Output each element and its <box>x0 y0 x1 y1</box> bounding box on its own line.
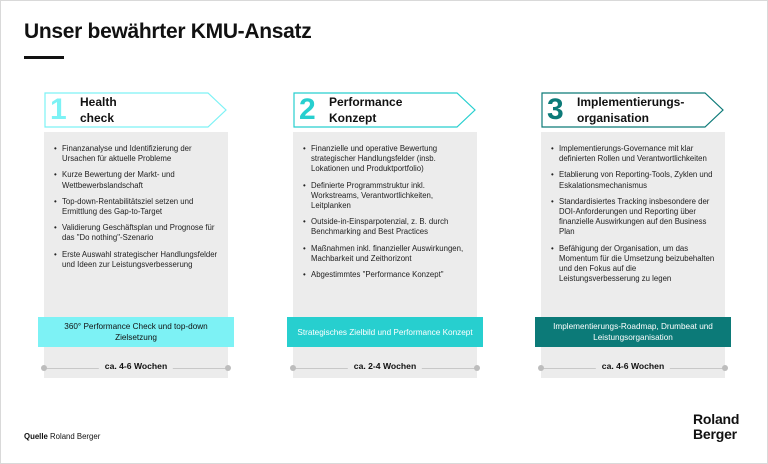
phase-title <box>329 94 402 126</box>
duration-dot <box>474 365 480 371</box>
phase-title <box>80 94 117 126</box>
bullet-item: • Abgestimmtes "Performance Konzept" <box>303 270 467 280</box>
phase-title-line: Konzept <box>329 111 377 125</box>
duration-dot <box>290 365 296 371</box>
roland-berger-logo <box>693 412 739 442</box>
source-text: Roland Berger <box>50 432 101 441</box>
duration-dot <box>225 365 231 371</box>
bullet-item: • Finanzanalyse und Identifizierung der Ursachen für aktuelle Probleme <box>54 144 218 164</box>
duration-dot <box>722 365 728 371</box>
bullet-item: • Etablierung von Reporting-Tools, Zyklen und Eskalationsmechanismus <box>551 170 715 190</box>
bullet-list <box>293 132 477 280</box>
duration-label: ca. 2-4 Wochen <box>348 361 422 371</box>
page-title: Unser bewährter KMU-Ansatz <box>24 20 312 43</box>
bullet-item: • Standardisiertes Tracking insbesondere der DOI-Anforderungen und Reporting über finanzielle Auswirkungen auf den Business Plan <box>551 197 715 238</box>
phase-number: 2 <box>299 93 316 126</box>
bullet-item: • Definierte Programmstruktur inkl. Workstreams, Verantwortlichkeiten, Leitplanken <box>303 181 467 212</box>
bullet-item: • Befähigung der Organisation, um das Momentum für die Umsetzung beizubehalten und den Fokus auf die Leistungsverbesserung zu legen <box>551 244 715 285</box>
title-underline <box>24 56 64 59</box>
duration-dot <box>41 365 47 371</box>
duration-label: ca. 4-6 Wochen <box>99 361 173 371</box>
bullet-item: • Erste Auswahl strategischer Handlungsfelder und Ideen zur Leistungsverbesserung <box>54 250 218 270</box>
phase-duration <box>541 358 725 378</box>
phase-title-line: check <box>80 111 115 125</box>
phase-result-banner: Strategisches Zielbild und Performance Konzept <box>287 317 483 347</box>
phase-result-banner: Implementierungs-Roadmap, Drumbeat und Leistungsorganisation <box>535 317 731 347</box>
bullet-item: • Maßnahmen inkl. finanzieller Auswirkungen, Machbarkeit und Zeithorizont <box>303 244 467 264</box>
source-note <box>24 432 100 441</box>
bullet-list <box>44 132 228 270</box>
phase-number: 3 <box>547 93 564 126</box>
phase-title-line: Health <box>80 95 117 109</box>
phase-duration <box>293 358 477 378</box>
duration-dot <box>538 365 544 371</box>
phase-title-line: organisation <box>577 111 650 125</box>
bullet-item: • Validierung Geschäftsplan und Prognose für das "Do nothing"-Szenario <box>54 223 218 243</box>
phase-column-implementierungsorganisation <box>541 92 727 392</box>
source-label: Quelle <box>24 432 48 441</box>
bullet-item: • Outside-in-Einsparpotenzial, z. B. durch Benchmarking and Best Practices <box>303 217 467 237</box>
bullet-item: • Finanzielle und operative Bewertung strategischer Handlungsfelder (insb. Lokationen und Produktportfolio) <box>303 144 467 175</box>
bullet-item: • Implementierungs-Governance mit klar definierten Rollen und Verantwortlichkeiten <box>551 144 715 164</box>
chevron-arrow-icon <box>44 92 228 128</box>
bullet-list <box>541 132 725 284</box>
phase-column-health-check <box>44 92 230 392</box>
logo-line: Roland <box>693 411 740 427</box>
phase-result-banner: 360° Performance Check und top-down Zielsetzung <box>38 317 234 347</box>
bullet-item: • Kurze Bewertung der Markt- und Wettbewerbslandschaft <box>54 170 218 190</box>
phase-number: 1 <box>50 93 67 126</box>
phase-title-line: Performance <box>329 95 403 109</box>
bullet-item: • Top-down-Rentabilitätsziel setzen und Ermittlung des Gap-to-Target <box>54 197 218 217</box>
phase-title <box>577 94 684 126</box>
logo-line: Berger <box>693 426 737 442</box>
phase-title-line: Implementierungs- <box>577 95 685 109</box>
duration-label: ca. 4-6 Wochen <box>596 361 670 371</box>
phase-column-performance-konzept <box>293 92 479 392</box>
phase-duration <box>44 358 228 378</box>
